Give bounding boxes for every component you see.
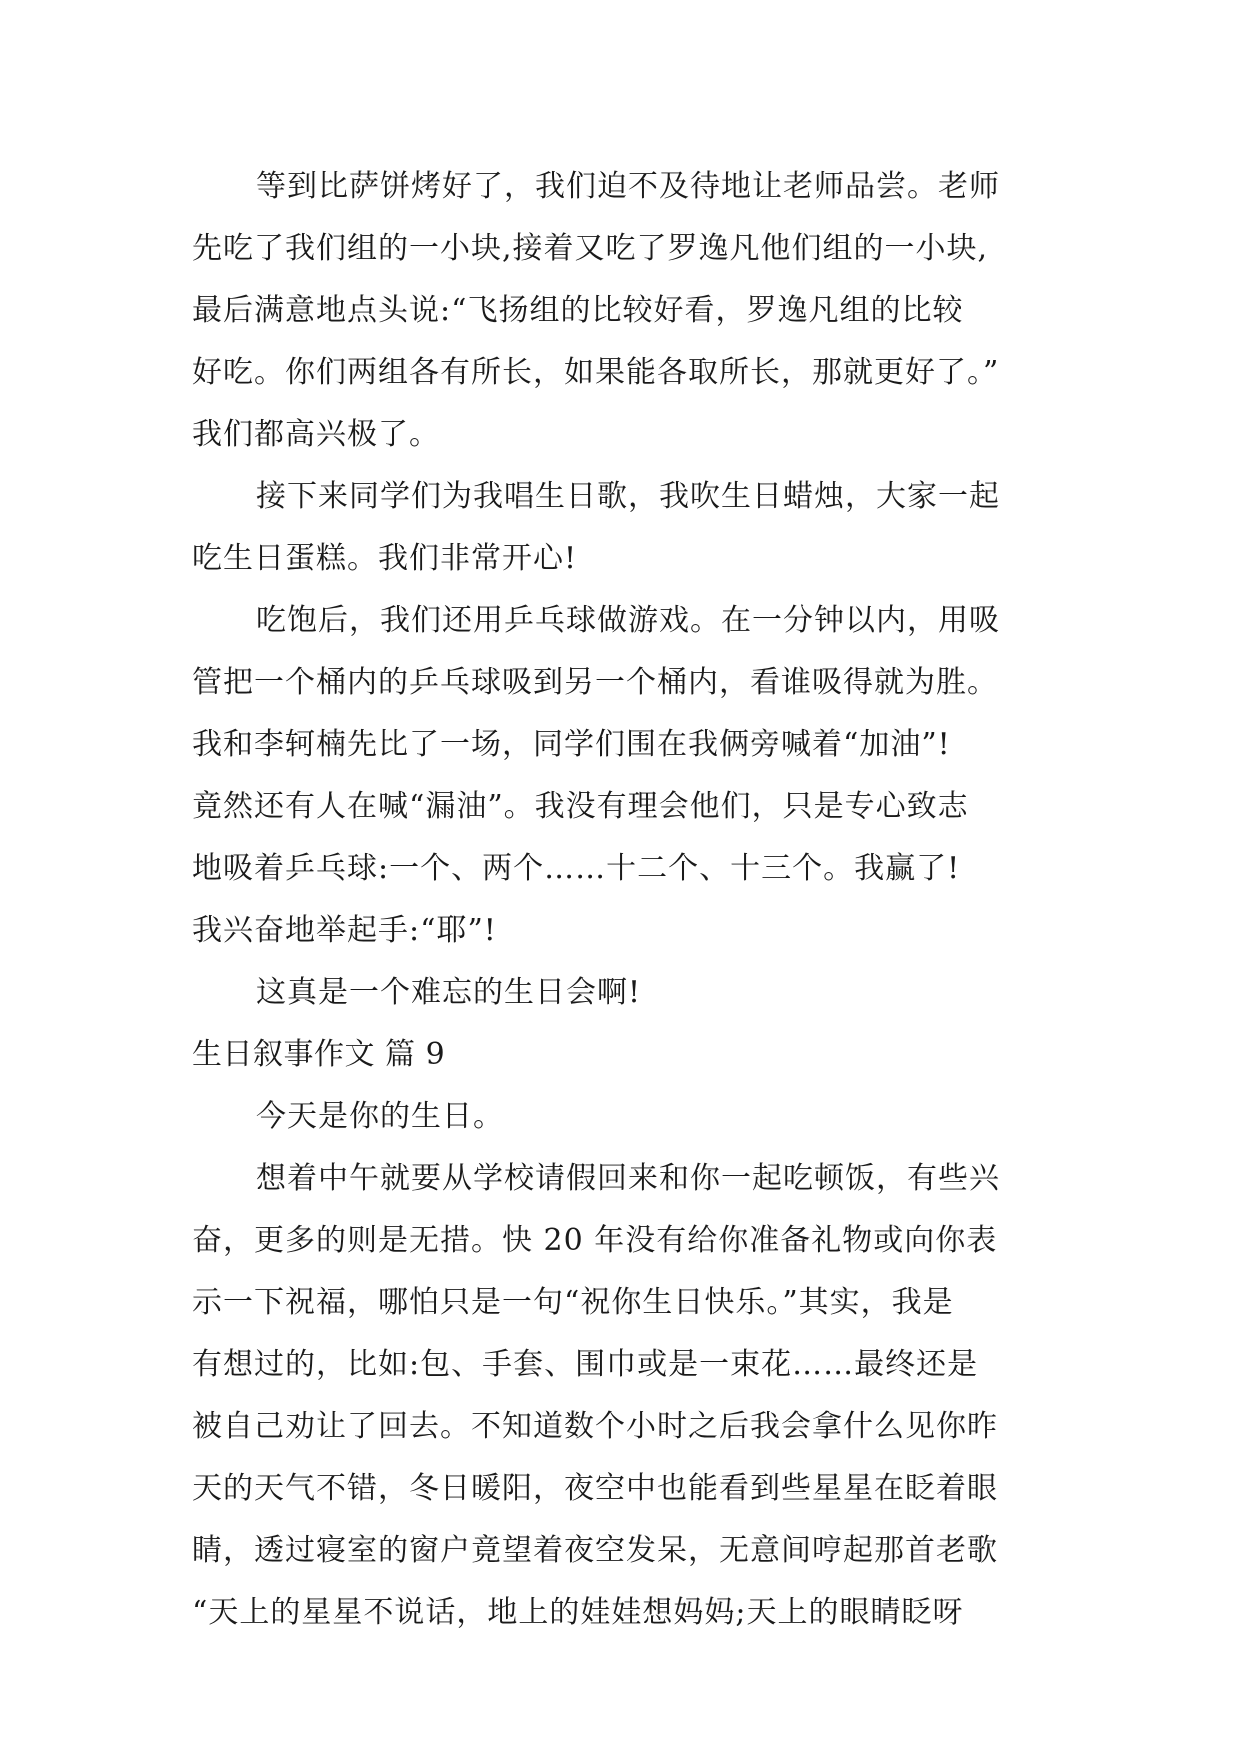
paragraph-line: 我兴奋地举起手:“耶”! (192, 913, 497, 948)
paragraph-line: 吃饱后，我们还用乒乓球做游戏。在一分钟以内，用吸 (256, 603, 1000, 638)
paragraph-line: 被自己劝让了回去。不知道数个小时之后我会拿什么见你昨 (192, 1409, 998, 1444)
paragraph-line: 地吸着乒乓球:一个、两个……十二个、十三个。我赢了! (192, 851, 961, 886)
paragraph-line: 奋，更多的则是无措。快 20 年没有给你准备礼物或向你表 (192, 1223, 998, 1258)
paragraph-line: 吃生日蛋糕。我们非常开心! (192, 541, 578, 576)
paragraph-line: 睛，透过寝室的窗户竟望着夜空发呆，无意间哼起那首老歌 (192, 1533, 998, 1568)
paragraph-line: 好吃。你们两组各有所长，如果能各取所长，那就更好了。” (192, 355, 1000, 390)
paragraph-line: 接下来同学们为我唱生日歌，我吹生日蜡烛，大家一起 (256, 479, 1000, 514)
paragraph-line: 今天是你的生日。 (256, 1099, 504, 1134)
paragraph-line: 我和李轲楠先比了一场，同学们围在我俩旁喊着“加油”! (192, 727, 951, 762)
paragraph-line: 想着中午就要从学校请假回来和你一起吃顿饭，有些兴 (256, 1161, 1000, 1196)
paragraph-line: 有想过的，比如:包、手套、围巾或是一束花……最终还是 (192, 1347, 979, 1382)
paragraph-line: 这真是一个难忘的生日会啊! (256, 975, 642, 1010)
paragraph-line: 竟然还有人在喊“漏油”。我没有理会他们，只是专心致志 (192, 789, 969, 824)
paragraph-line: 先吃了我们组的一小块,接着又吃了罗逸凡他们组的一小块, (192, 231, 989, 266)
paragraph-line: “天上的星星不说话，地上的娃娃想妈妈;天上的眼睛眨呀 (192, 1595, 964, 1630)
paragraph-line: 最后满意地点头说:“飞扬组的比较好看，罗逸凡组的比较 (192, 293, 964, 328)
paragraph-line: 天的天气不错，冬日暖阳，夜空中也能看到些星星在眨着眼 (192, 1471, 998, 1506)
paragraph-line: 我们都高兴极了。 (192, 417, 440, 452)
section-heading: 生日叙事作文 篇 9 (192, 1037, 446, 1072)
paragraph-line: 管把一个桶内的乒乓球吸到另一个桶内，看谁吸得就为胜。 (192, 665, 998, 700)
paragraph-line: 等到比萨饼烤好了，我们迫不及待地让老师品尝。老师 (256, 169, 1000, 204)
paragraph-line: 示一下祝福，哪怕只是一句“祝你生日快乐。”其实，我是 (192, 1285, 954, 1320)
